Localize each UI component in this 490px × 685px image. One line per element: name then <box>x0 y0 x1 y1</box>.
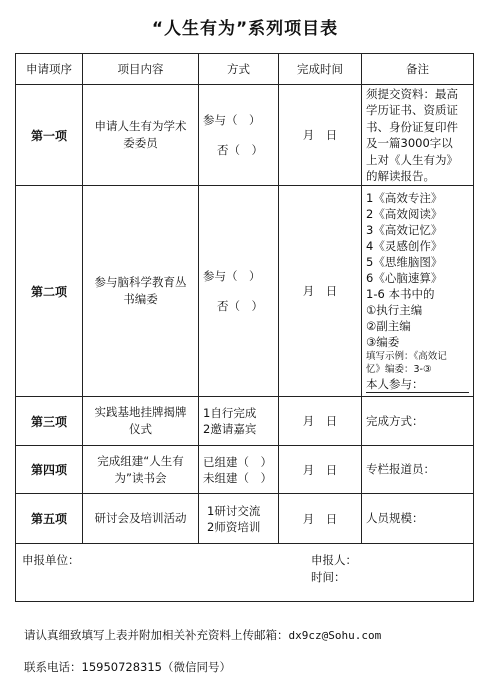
row-note <box>362 186 474 397</box>
table-header-row <box>16 54 474 85</box>
note-participation-field[interactable]: 本人参与： <box>366 376 469 393</box>
row-time[interactable]: 月 日 <box>279 397 362 446</box>
applicant-field[interactable]: 申报人： <box>311 553 357 567</box>
note-line: 4《灵感创作》 <box>366 238 443 253</box>
header-seq: 申请项序 <box>16 54 83 85</box>
row-content: 申请人生有为学术委委员 <box>83 85 199 186</box>
method-option[interactable]: 1自行完成 <box>203 406 257 420</box>
row-seq: 第五项 <box>16 494 83 544</box>
project-table <box>15 53 474 602</box>
instruction-text: 请认真细致填写上表并附加相关补充资料上传邮箱： <box>24 628 289 642</box>
row-time[interactable]: 月 日 <box>279 186 362 397</box>
row-method[interactable] <box>199 397 279 446</box>
email-link[interactable]: dx9cz@Sohu.com <box>288 629 382 642</box>
table-row <box>16 186 474 397</box>
note-example: 填写示例：《高效记 <box>366 350 447 362</box>
row-note <box>362 85 474 186</box>
header-method: 方式 <box>199 54 279 85</box>
row-content: 研讨会及培训活动 <box>83 494 199 544</box>
method-option[interactable]: 2邀请嘉宾 <box>203 422 257 436</box>
method-option[interactable]: 已组建（ ） <box>203 454 272 469</box>
upload-instruction <box>24 627 381 643</box>
row-method[interactable] <box>199 494 279 544</box>
method-option[interactable]: 否（ ） <box>217 299 263 313</box>
row-note[interactable]: 完成方式： <box>362 397 474 446</box>
row-note[interactable]: 专栏报道员： <box>362 446 474 494</box>
page-title: “人生有为”系列项目表 <box>151 19 339 39</box>
row-method[interactable] <box>199 186 279 397</box>
note-line: ②副主编 <box>366 318 411 333</box>
note-line: 须提交资料：最高 <box>366 86 458 101</box>
header-time: 完成时间 <box>279 54 362 85</box>
row-time[interactable]: 月 日 <box>279 85 362 186</box>
note-line: 及一篇3000字以 <box>366 136 453 150</box>
note-line: 上对《人生有为》 <box>366 152 458 167</box>
row-seq: 第一项 <box>16 85 83 186</box>
unit-field[interactable]: 申报单位： <box>22 553 80 567</box>
time-field[interactable]: 时间： <box>311 570 346 584</box>
signature-row <box>16 544 474 602</box>
row-method[interactable] <box>199 446 279 494</box>
row-time[interactable]: 月 日 <box>279 494 362 544</box>
signature-cell <box>16 544 474 602</box>
method-option[interactable]: 1研讨交流 <box>207 503 261 518</box>
note-line: 3《高效记忆》 <box>366 222 443 237</box>
note-line: 1《高效专注》 <box>366 190 443 205</box>
note-line: 2《高效阅读》 <box>366 206 443 221</box>
row-note[interactable]: 人员规模： <box>362 494 474 544</box>
note-line: 5《思维脑图》 <box>366 254 443 269</box>
note-line: 书、身份证复印件 <box>366 119 458 134</box>
table-row <box>16 85 474 186</box>
table-row <box>16 397 474 446</box>
note-line: 6《心脑速算》 <box>366 270 443 285</box>
method-option[interactable]: 参与（ ） <box>203 113 261 127</box>
method-option[interactable]: 否（ ） <box>217 143 263 157</box>
method-option[interactable]: 未组建（ ） <box>203 470 272 485</box>
row-seq: 第三项 <box>16 397 83 446</box>
table-row <box>16 446 474 494</box>
row-method[interactable] <box>199 85 279 186</box>
row-content: 完成组建“人生有为”读书会 <box>83 446 199 494</box>
table-row <box>16 494 474 544</box>
note-line: ③编委 <box>366 334 400 349</box>
row-content: 参与脑科学教育丛书编委 <box>83 186 199 397</box>
header-note: 备注 <box>362 54 474 85</box>
method-option[interactable]: 参与（ ） <box>203 269 261 283</box>
row-seq: 第二项 <box>16 186 83 397</box>
note-line: 学历证书、资质证 <box>366 103 458 117</box>
note-line: 的解读报告。 <box>366 169 435 183</box>
header-content: 项目内容 <box>83 54 199 85</box>
method-option[interactable]: 2师资培训 <box>207 519 261 534</box>
row-content: 实践基地挂牌揭牌仪式 <box>83 397 199 446</box>
note-example: 忆》编委：3-③ <box>366 363 432 375</box>
note-line: 1-6 本书中的 <box>366 286 435 301</box>
row-time[interactable]: 月 日 <box>279 446 362 494</box>
contact-phone: 联系电话：15950728315（微信同号） <box>24 660 231 674</box>
note-line: ①执行主编 <box>366 302 423 317</box>
row-seq: 第四项 <box>16 446 83 494</box>
